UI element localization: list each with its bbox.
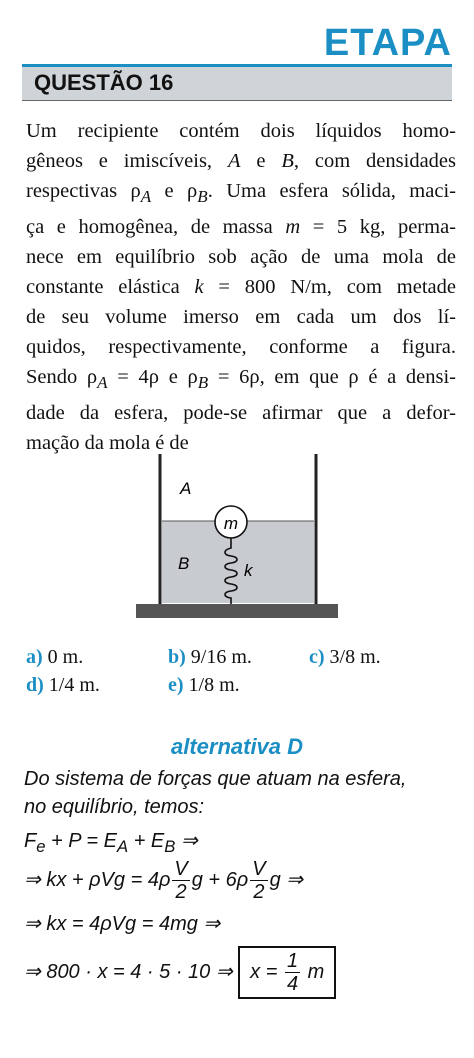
container-figure <box>130 452 342 624</box>
statement-line: gêneos e imiscíveis, A e B, com densidades <box>26 150 457 172</box>
statement-line: quidos, respectivamente, conforme a figura. <box>26 336 456 359</box>
solution-intro-2: no equilíbrio, temos: <box>24 796 205 818</box>
fraction: $\frac{1}{4}$ <box>286 950 299 995</box>
answer-heading: alternativa D <box>170 734 304 759</box>
label-k: k <box>244 561 253 580</box>
statement-line: dade da esfera, pode-se afirmar que a defor- <box>26 402 456 425</box>
question-header <box>22 67 452 101</box>
container-base <box>136 604 338 618</box>
statement-line: constante elástica k = 800 N/m, com metade <box>26 276 456 299</box>
question-statement <box>26 116 456 458</box>
statement-line: mação da mola é de <box>26 432 189 455</box>
statement-line: respectivas $\rho_A$ e $\rho_B$. Uma esfera sólida, maci- <box>26 180 456 207</box>
equation-1: $F_e + P = E_A + E_B$ ⇒ <box>24 830 198 856</box>
option-d: d) 1/4 m. <box>26 674 100 696</box>
equation-4: ⇒ 800 · x = 4 · 5 · 10 ⇒ x = $\frac{1}{4}$ m <box>24 946 454 999</box>
final-answer-box: x = $\frac{1}{4}$ m <box>238 946 336 999</box>
option-c: c) 3/8 m. <box>309 646 381 668</box>
statement-line: Sendo $\rho_A = 4\rho$ e $\rho_B = 6\rho$, em que ρ é a densi- <box>26 366 456 393</box>
option-b: b) 9/16 m. <box>168 646 252 668</box>
solution-intro-1: Do sistema de forças que atuam na esfera, <box>24 768 407 790</box>
label-m: m <box>223 514 239 533</box>
fraction: $\frac{V}{2}$ <box>252 858 266 903</box>
equation-3: ⇒ kx = 4ρVg = 4mg ⇒ <box>24 913 221 935</box>
option-e: e) 1/8 m. <box>168 674 240 696</box>
statement-line: de seu volume imerso em cada um dos lí- <box>26 306 456 329</box>
equation-2: ⇒ kx + ρVg = 4ρ $\frac{V}{2}$ g + 6ρ $\frac{V}{2}$ g ⇒ <box>24 858 304 903</box>
label-b: B <box>178 554 190 573</box>
option-a: a) 0 m. <box>26 646 84 668</box>
question-title: QUESTÃO 16 <box>34 70 174 95</box>
statement-line: Um recipiente contém dois líquidos homo- <box>26 120 456 142</box>
statement-line: nece em equilíbrio sob ação de uma mola de <box>26 246 456 269</box>
label-a: A <box>180 479 192 498</box>
statement-line: ça e homogênea, de massa m = 5 kg, perma- <box>26 216 456 239</box>
brand-logo: ETAPA <box>323 22 452 64</box>
fraction: $\frac{V}{2}$ <box>174 858 188 903</box>
